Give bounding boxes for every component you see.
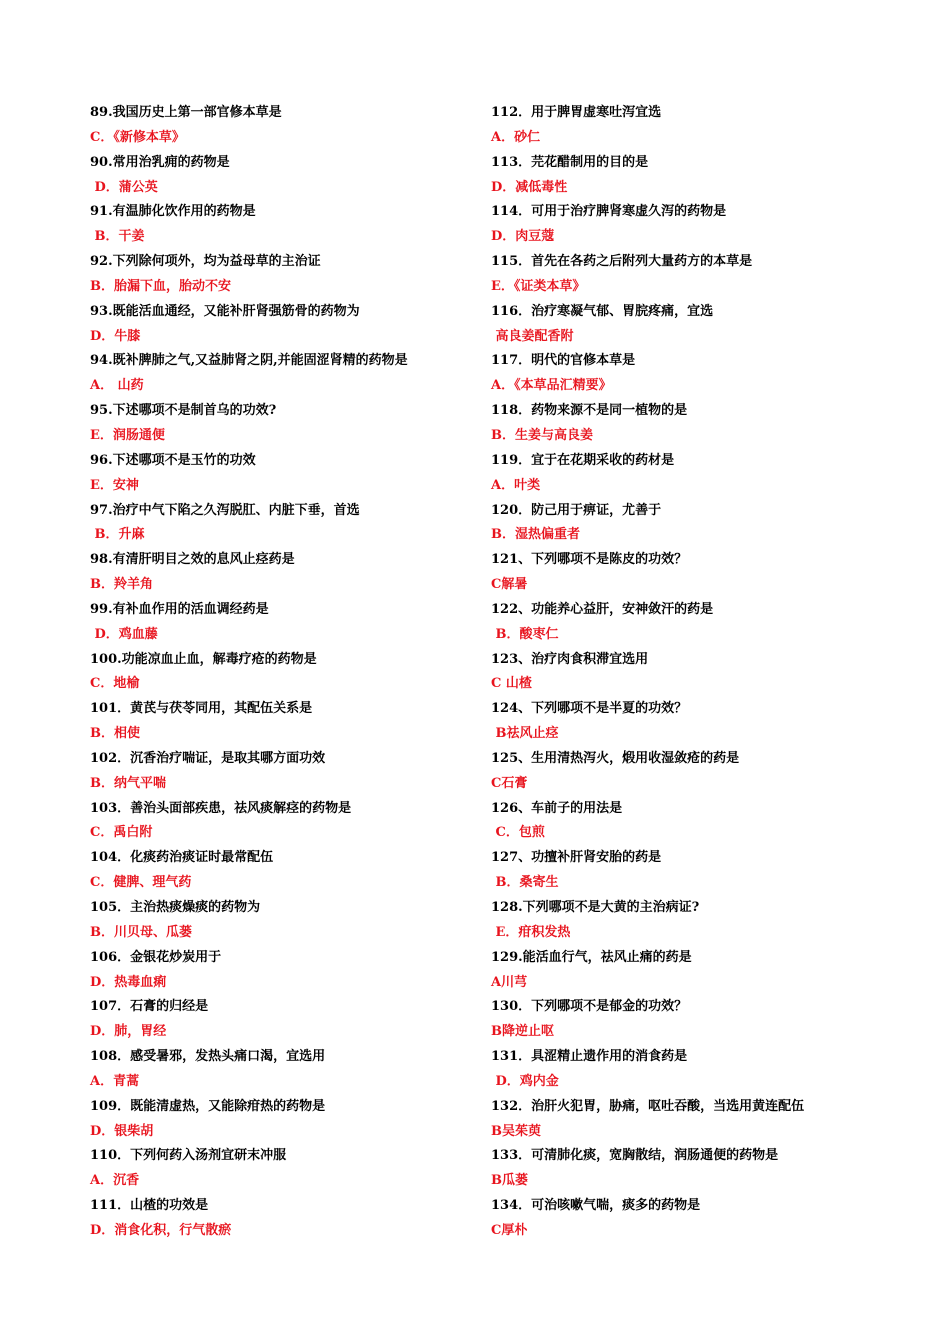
question-text: 129.能活血行气，祛风止痛的药是	[491, 949, 692, 965]
answer-text: C．健脾、理气药	[90, 875, 192, 891]
right-column	[491, 101, 891, 1244]
answer-text: 高良姜配香附	[491, 328, 574, 344]
question-text: 134．可治咳嗽气喘，痰多的药物是	[491, 1198, 701, 1214]
answer-text: C石膏	[491, 775, 528, 791]
answer-text: B．胎漏下血，胎动不安	[90, 278, 231, 294]
answer-text: B祛风止痉	[491, 726, 559, 742]
question-block	[90, 648, 475, 698]
question-block	[90, 349, 475, 399]
question-text: 108．感受暑邪，发热头痛口渴，宜选用	[90, 1049, 326, 1065]
question-text: 119．宜于在花期采收的药材是	[491, 452, 675, 468]
answer-text: B．生姜与高良姜	[491, 427, 593, 443]
question-text: 118．药物来源不是同一植物的是	[491, 403, 688, 419]
question-block	[491, 747, 891, 797]
answer-text: A．砂仁	[491, 129, 541, 145]
question-block	[90, 151, 475, 201]
question-block	[90, 250, 475, 300]
question-text: 110．下列何药入汤剂宜研末冲服	[90, 1148, 287, 1164]
question-block	[90, 1194, 475, 1244]
answer-text: C．包煎	[491, 825, 545, 841]
question-block	[491, 896, 891, 946]
answer-text: B．酸枣仁	[491, 626, 559, 642]
question-text: 114．可用于治疗脾肾寒虚久泻的药物是	[491, 204, 727, 220]
question-text: 106．金银花炒炭用于	[90, 949, 222, 965]
answer-text: E．润肠通便	[90, 427, 165, 443]
question-block	[491, 449, 891, 499]
answer-text: D．蒲公英	[90, 179, 158, 195]
answer-text: D．牛膝	[90, 328, 141, 344]
question-text: 123、治疗肉食积滞宜选用	[491, 651, 649, 667]
question-block	[90, 747, 475, 797]
answer-text: A．叶类	[491, 477, 541, 493]
answer-text: A川芎	[491, 974, 528, 990]
question-text: 96.下述哪项不是玉竹的功效	[90, 452, 256, 468]
question-text: 126、车前子的用法是	[491, 800, 623, 816]
question-text: 131．具涩精止遗作用的消食药是	[491, 1049, 688, 1065]
answer-text: B．桑寄生	[491, 875, 559, 891]
answer-text: C解暑	[491, 577, 528, 593]
question-block	[90, 1144, 475, 1194]
question-block	[90, 846, 475, 896]
left-column	[90, 101, 475, 1244]
question-text: 100.功能凉血止血，解毒疗疮的药物是	[90, 651, 317, 667]
question-text: 93.既能活血通经，又能补肝肾强筋骨的药物为	[90, 303, 360, 319]
question-text: 115．首先在各药之后附列大量药方的本草是	[491, 254, 753, 270]
answer-text: B．升麻	[90, 527, 145, 543]
question-text: 112．用于脾胃虚寒吐泻宜选	[491, 105, 662, 120]
question-text: 124、下列哪项不是半夏的功效？	[491, 701, 688, 717]
answer-text: A．沉香	[90, 1173, 140, 1189]
question-block	[491, 151, 891, 201]
answer-text: E．安神	[90, 477, 139, 493]
question-block	[90, 449, 475, 499]
question-text: 109．既能清虚热，又能除疳热的药物是	[90, 1098, 326, 1114]
question-block	[90, 1095, 475, 1145]
question-block	[491, 946, 891, 996]
answer-text: D．鸡血藤	[90, 626, 158, 642]
question-block	[90, 995, 475, 1045]
question-text: 105．主治热痰燥痰的药物为	[90, 900, 261, 915]
question-block	[491, 548, 891, 598]
question-block	[491, 101, 891, 151]
question-text: 91.有温肺化饮作用的药物是	[90, 204, 256, 220]
answer-text: D．鸡内金	[491, 1073, 559, 1089]
question-block	[491, 200, 891, 250]
question-block	[491, 1194, 891, 1244]
answer-text: B降逆止呕	[491, 1024, 554, 1040]
question-block	[491, 797, 891, 847]
question-text: 89.我国历史上第一部官修本草是	[90, 105, 282, 120]
question-text: 121、下列哪项不是陈皮的功效？	[491, 552, 688, 568]
question-text: 103．善治头面部疾患，祛风痰解痉的药物是	[90, 800, 352, 816]
question-block	[491, 1045, 891, 1095]
answer-text: D．减低毒性	[491, 179, 568, 195]
question-text: 133．可清肺化痰，宽胸散结，润肠通便的药物是	[491, 1148, 779, 1164]
question-text: 98.有清肝明目之效的息风止痉药是	[90, 552, 295, 568]
answer-text: E．疳积发热	[491, 924, 571, 940]
question-block	[90, 797, 475, 847]
question-text: 94.既补脾肺之气,又益肺肾之阴,并能固涩肾精的药物是	[90, 353, 408, 369]
answer-text: D．消食化积，行气散瘀	[90, 1222, 232, 1238]
answer-text: B．川贝母、瓜蒌	[90, 924, 192, 940]
answer-text: A． 山药	[90, 378, 144, 394]
question-block	[491, 1095, 891, 1145]
answer-text: B．干姜	[90, 229, 145, 245]
question-text: 127、功擅补肝肾安胎的药是	[491, 850, 662, 866]
answer-text: E．《证类本草》	[491, 278, 586, 294]
question-block	[491, 846, 891, 896]
question-block	[90, 499, 475, 549]
answer-text: D．肺，胃经	[90, 1024, 167, 1040]
question-text: 125、生用清热泻火，煅用收湿敛疮的药是	[491, 750, 740, 766]
question-text: 104．化痰药治痰证时最常配伍	[90, 850, 274, 866]
question-text: 101．黄芪与茯苓同用，其配伍关系是	[90, 701, 313, 717]
question-block	[90, 697, 475, 747]
question-block	[90, 399, 475, 449]
answer-text: C 山楂	[491, 676, 532, 692]
question-block	[491, 300, 891, 350]
question-text: 90.常用治乳痈的药物是	[90, 154, 230, 170]
question-text: 120．防己用于痹证，尤善于	[491, 502, 662, 518]
question-text: 102．沉香治疗喘证，是取其哪方面功效	[90, 750, 326, 766]
question-block	[90, 1045, 475, 1095]
question-text: 130．下列哪项不是郁金的功效？	[491, 999, 688, 1015]
answer-text: D．热毒血痢	[90, 974, 167, 990]
question-text: 113．芫花醋制用的目的是	[491, 154, 649, 170]
question-text: 97.治疗中气下陷之久泻脱肛、内脏下垂，首选	[90, 502, 360, 518]
question-block	[90, 101, 475, 151]
question-block	[491, 1144, 891, 1194]
answer-text: C．地榆	[90, 676, 140, 692]
question-block	[491, 250, 891, 300]
question-text: 92.下列除何项外，均为益母草的主治证	[90, 254, 321, 270]
answer-text: C．《新修本草》	[90, 129, 185, 145]
question-text: 132．治肝火犯胃，胁痛，呕吐吞酸，当选用黄连配伍	[491, 1098, 805, 1114]
question-block	[491, 598, 891, 648]
question-block	[491, 399, 891, 449]
question-block	[90, 548, 475, 598]
answer-text: B．湿热偏重者	[491, 527, 580, 543]
question-block	[491, 499, 891, 549]
answer-text: D．肉豆蔻	[491, 229, 555, 245]
question-block	[90, 300, 475, 350]
question-text: 99.有补血作用的活血调经药是	[90, 601, 269, 617]
answer-text: B瓜蒌	[491, 1173, 528, 1189]
answer-text: A．《本草品汇精要》	[491, 378, 612, 394]
answer-text: C．禹白附	[90, 825, 153, 841]
question-text: 122、功能养心益肝，安神敛汗的药是	[491, 601, 714, 617]
question-block	[491, 648, 891, 698]
answer-text: B．纳气平喘	[90, 775, 166, 791]
question-block	[90, 896, 475, 946]
question-block	[90, 946, 475, 996]
question-block	[90, 598, 475, 648]
question-text: 116．治疗寒凝气郁、胃脘疼痛，宜选	[491, 303, 714, 319]
question-text: 95.下述哪项不是制首乌的功效?	[90, 403, 277, 419]
question-text: 107．石膏的归经是	[90, 999, 209, 1015]
answer-text: B．羚羊角	[90, 577, 153, 593]
question-block	[491, 349, 891, 399]
question-text: 117．明代的官修本草是	[491, 353, 636, 369]
answer-text: A．青蒿	[90, 1073, 140, 1089]
answer-text: B吴茱萸	[491, 1123, 541, 1139]
question-text: 128.下列哪项不是大黄的主治病证?	[491, 900, 700, 915]
answer-text: B．相使	[90, 726, 140, 742]
question-text: 111．山楂的功效是	[90, 1198, 209, 1214]
question-block	[491, 697, 891, 747]
answer-text: D．银柴胡	[90, 1123, 154, 1139]
question-block	[491, 995, 891, 1045]
answer-text: C厚朴	[491, 1222, 528, 1238]
question-block	[90, 200, 475, 250]
